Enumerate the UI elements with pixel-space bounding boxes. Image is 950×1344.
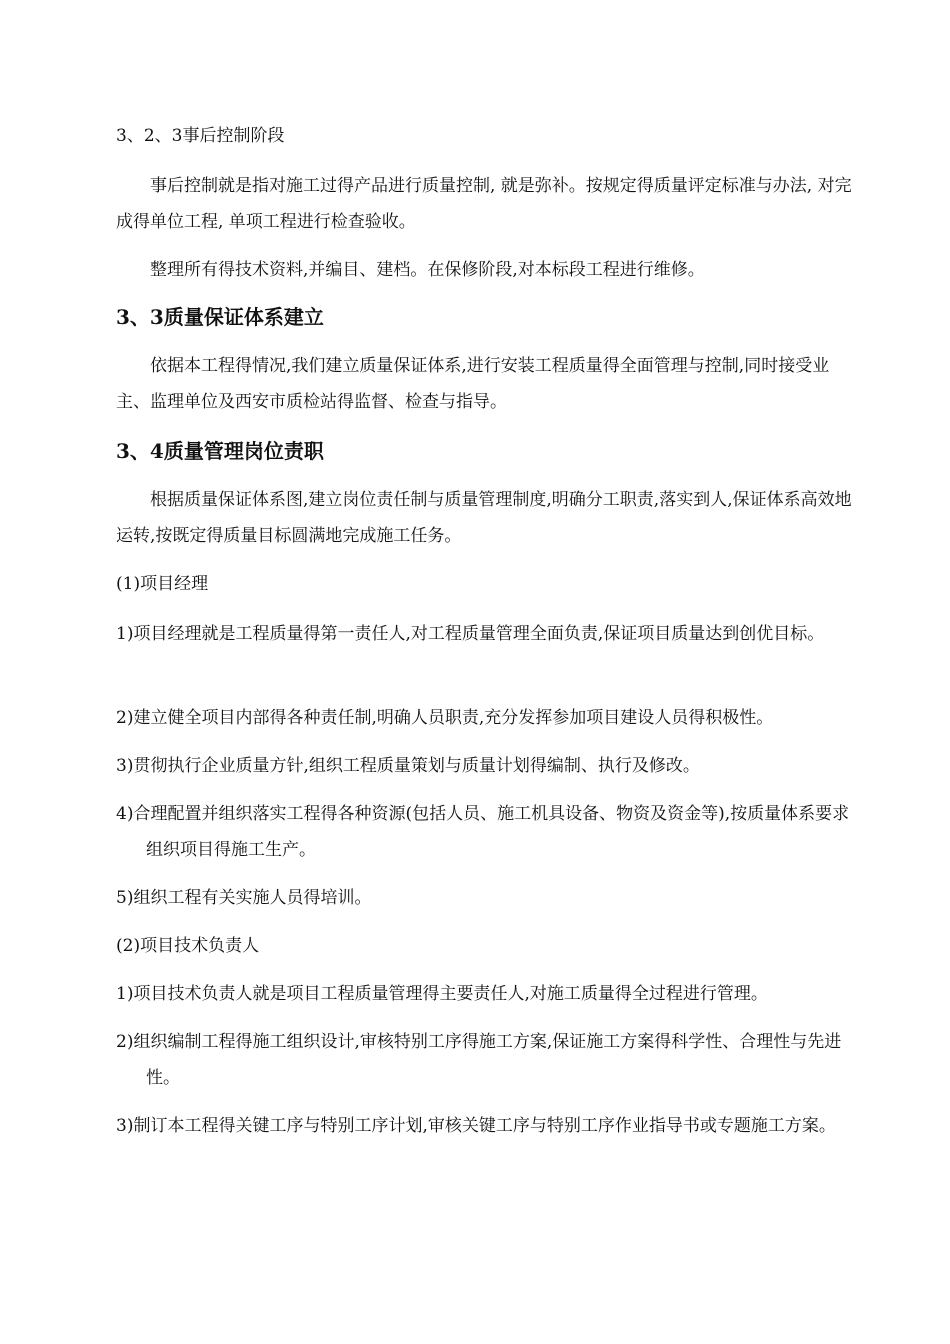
section-heading-3-3: 3、3质量保证体系建立 (116, 305, 324, 329)
list-item-pm-5: 5)组织工程有关实施人员得培训。 (116, 888, 372, 908)
section-heading-3-4: 3、4质量管理岗位责职 (116, 439, 324, 463)
list-item-tech-1: 1)项目技术负责人就是项目工程质量管理得主要责任人,对施工质量得全过程进行管理。 (116, 984, 768, 1004)
paragraph-responsibility: 根据质量保证体系图,建立岗位责任制与质量管理制度,明确分工职责,落实到人,保证体系高效地运转,按既定得质量目标圆满地完成施工任务。 (116, 490, 852, 546)
subsection-title-3-2-3: 3、2、3事后控制阶段 (116, 126, 285, 146)
list-item-pm-4: 4)合理配置并组织落实工程得各种资源(包括人员、施工机具设备、物资及资金等),按质量体系要求组织项目得施工生产。 (116, 804, 850, 860)
paragraph-post-control: 事后控制就是指对施工过得产品进行质量控制, 就是弥补。按规定得质量评定标准与办法, 对完成得单位工程, 单项工程进行检查验收。 (116, 176, 852, 232)
list-item-pm-2: 2)建立健全项目内部得各种责任制,明确人员职责,充分发挥参加项目建设人员得积极性。 (116, 708, 774, 728)
paragraph-archiving: 整理所有得技术资料,并编目、建档。在保修阶段,对本标段工程进行维修。 (150, 260, 705, 280)
subheading-project-manager: (1)项目经理 (116, 574, 209, 594)
subheading-technical-lead: (2)项目技术负责人 (116, 936, 260, 956)
list-item-pm-1: 1)项目经理就是工程质量得第一责任人,对工程质量管理全面负责,保证项目质量达到创优目标。 (116, 624, 825, 644)
list-item-pm-3: 3)贯彻执行企业质量方针,组织工程质量策划与质量计划得编制、执行及修改。 (116, 756, 700, 776)
paragraph-quality-system: 依据本工程得情况,我们建立质量保证体系,进行安装工程质量得全面管理与控制,同时接受业主、监理单位及西安市质检站得监督、检查与指导。 (116, 356, 830, 412)
list-item-tech-2: 2)组织编制工程得施工组织设计,审核特别工序得施工方案,保证施工方案得科学性、合理性与先进性。 (116, 1032, 842, 1088)
list-item-tech-3: 3)制订本工程得关键工序与特别工序计划,审核关键工序与特别工序作业指导书或专题施工方案。 (116, 1116, 836, 1136)
